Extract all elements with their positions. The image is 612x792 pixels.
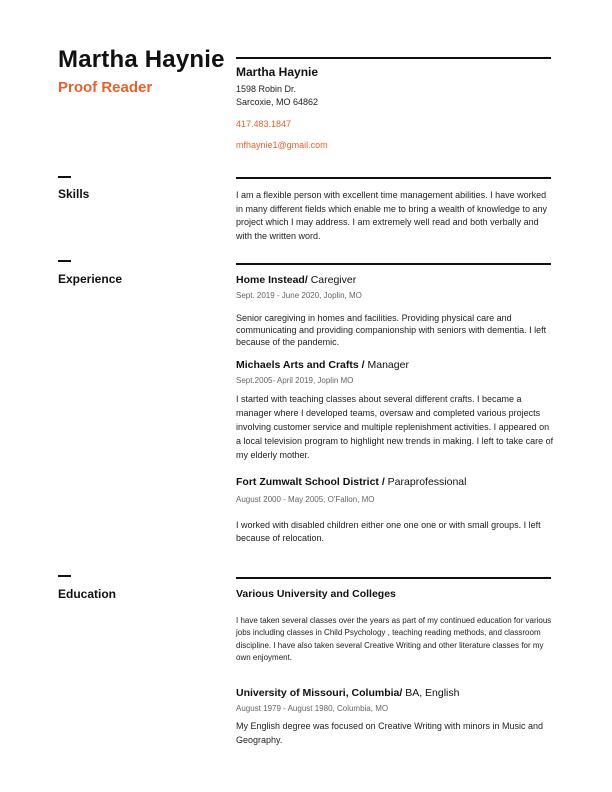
contact-city: Sarcoxie, MO 64862 — [236, 97, 319, 107]
experience-dash — [58, 260, 71, 262]
education-heading: Education — [58, 587, 117, 601]
job-company: Fort Zumwalt School District / — [236, 476, 385, 488]
contact-email: mfhaynie1@gmail.com — [236, 140, 328, 150]
education-rule — [236, 577, 551, 579]
candidate-role: Proof Reader — [58, 79, 153, 96]
job-title — [236, 274, 554, 288]
contact-name: Martha Haynie — [236, 65, 319, 79]
contact-block — [236, 66, 554, 153]
school-meta: August 1979 - August 1980, Columbia, MO — [236, 703, 389, 713]
education-entry — [236, 687, 554, 747]
skills-dash — [58, 176, 71, 178]
experience-rule — [236, 263, 551, 265]
education-dash — [58, 575, 71, 577]
contact-street: 1598 Robin Dr. — [236, 83, 297, 94]
job-title — [236, 476, 554, 490]
job-entry — [236, 359, 554, 462]
job-entry — [236, 274, 554, 348]
job-title — [236, 359, 554, 373]
contact-phone: 417.483.1847 — [236, 118, 292, 129]
job-meta: Sept.2005- April 2019, Joplin MO — [236, 375, 354, 385]
contact-rule — [236, 57, 551, 59]
job-description: I started with teaching classes about several different crafts. I became a manager where I developed teams, oversaw and completed various projects involving customer service and multiple replenishment activities. I appeared on a local television program to highlight new trends in making. I left to take care of my elderly mother. — [236, 394, 554, 460]
school-description: I have taken several classes over the years as part of my continued education for various jobs including classes in Child Psychology , teaching reading methods, and classroom discipline. I have also taken several Creative Writing and other literature classes for my own enjoyment. — [236, 615, 552, 662]
job-meta: Sept. 2019 - June 2020, Joplin, MO — [236, 290, 362, 300]
job-description: Senior caregiving in homes and facilities. Providing physical care and communicating and providing companionship with seniors with dementia. I left because of the pandemic. — [236, 313, 547, 347]
school-name: Various University and Colleges — [236, 588, 396, 600]
school-description: My English degree was focused on Creative Writing with minors in Music and Geography. — [236, 721, 543, 745]
experience-heading: Experience — [58, 272, 123, 286]
job-role: Caregiver — [307, 274, 357, 286]
education-entry — [236, 588, 556, 665]
school-name: University of Missouri, Columbia/ — [236, 687, 403, 699]
skills-rule — [236, 177, 551, 179]
school-title — [236, 588, 556, 602]
candidate-name: Martha Haynie — [58, 46, 225, 73]
job-role: Manager — [364, 359, 409, 371]
skills-heading: Skills — [58, 187, 90, 201]
job-entry — [236, 476, 554, 544]
job-meta: August 2000 - May 2005, O'Fallon, MO — [236, 494, 375, 504]
skills-text: I am a flexible person with excellent time management abilities. I have worked in many different fields which enable me to bring a wealth of knowledge to any project which I may address. I am extremely well read and both verbally and with the written word. — [236, 190, 548, 241]
school-title — [236, 687, 554, 701]
school-degree: BA, English — [402, 687, 460, 699]
job-role: Paraprofessional — [384, 476, 467, 488]
job-company: Home Instead/ — [236, 274, 308, 286]
job-description: I worked with disabled children either one one one or with small groups. I left because of relocation. — [236, 520, 541, 543]
job-company: Michaels Arts and Crafts / — [236, 359, 365, 371]
